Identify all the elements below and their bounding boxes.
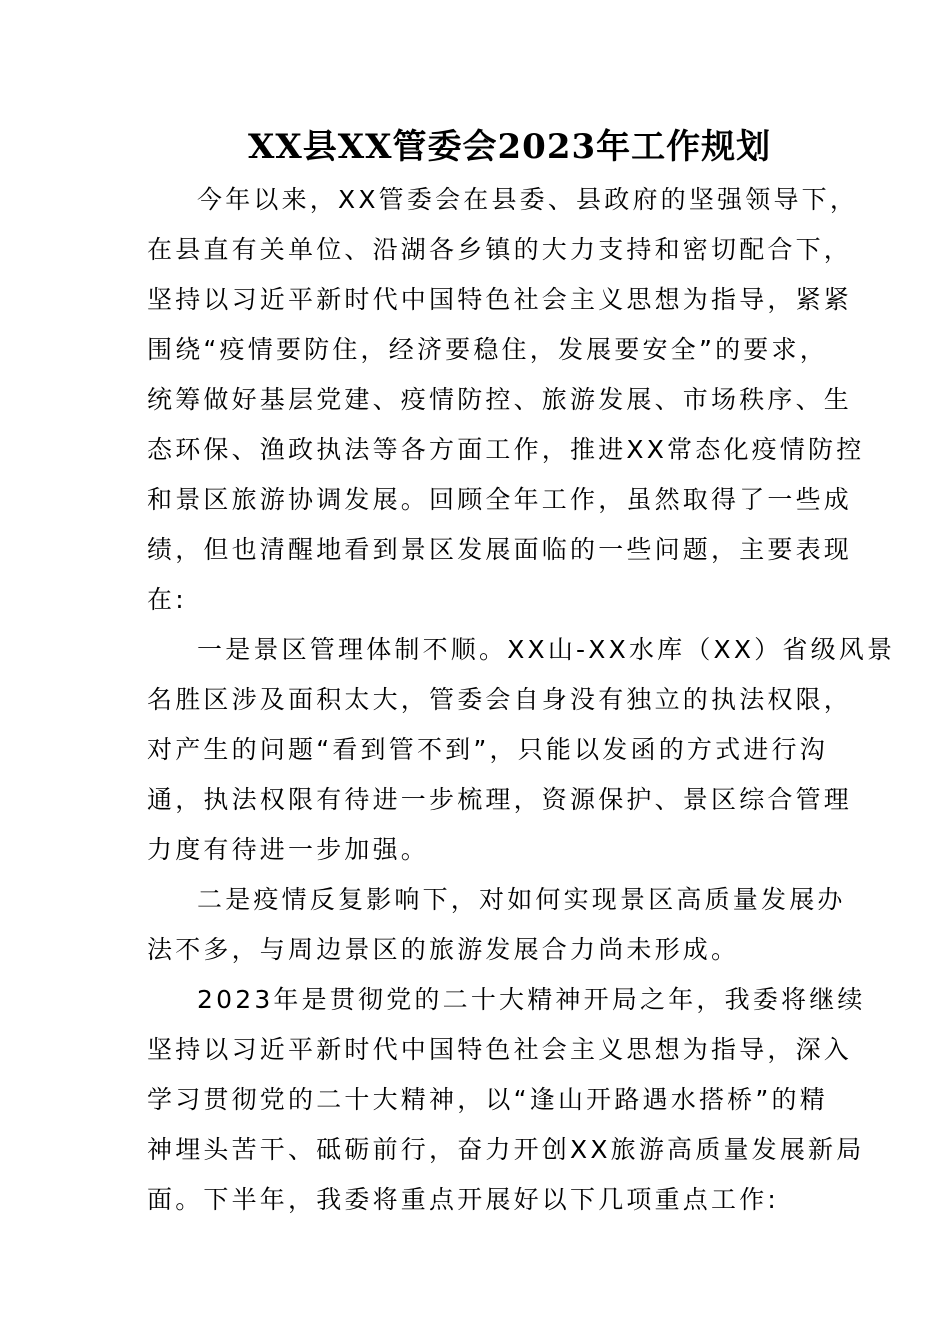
paragraph-line: 态环保、渔政执法等各方面工作，推进XX常态化疫情防控 (147, 435, 865, 464)
document-title: XX县XX管委会2023年工作规划 (248, 127, 772, 167)
paragraph-line: 绩，但也清醒地看到景区发展面临的一些问题，主要表现 (147, 535, 853, 564)
document-body (147, 175, 896, 1225)
paragraph-line: 2023年是贯彻党的二十大精神开局之年，我委将继续 (197, 985, 866, 1014)
paragraph (147, 175, 865, 625)
paragraph-line: 名胜区涉及面积太大，管委会自身没有独立的执法权限， (147, 685, 853, 714)
paragraph (147, 975, 866, 1225)
paragraph-line: 统筹做好基层党建、疫情防控、旅游发展、市场秩序、生 (147, 385, 853, 414)
paragraph-line: 面。下半年，我委将重点开展好以下几项重点工作: (147, 1185, 780, 1214)
paragraph-line: 通，执法权限有待进一步梳理，资源保护、景区综合管理 (147, 785, 853, 814)
paragraph-line: 二是疫情反复影响下，对如何实现景区高质量发展办 (197, 885, 846, 914)
paragraph-line: 今年以来，XX管委会在县委、县政府的坚强领导下， (197, 185, 859, 214)
paragraph-line: 在: (147, 585, 187, 614)
paragraph-line: 坚持以习近平新时代中国特色社会主义思想为指导，深入 (147, 1035, 853, 1064)
paragraph (147, 625, 896, 875)
paragraph-line: 力度有待进一步加强。 (147, 835, 430, 864)
paragraph-line: 神埋头苦干、砥砺前行，奋力开创XX旅游高质量发展新局 (147, 1135, 865, 1164)
paragraph-line: 学习贯彻党的二十大精神，以“逢山开路遇水搭桥”的精 (147, 1085, 828, 1114)
paragraph-line: 和景区旅游协调发展。回顾全年工作，虽然取得了一些成 (147, 485, 853, 514)
paragraph-line: 围绕“疫情要防住，经济要稳住，发展要安全”的要求， (147, 335, 828, 364)
paragraph-line: 一是景区管理体制不顺。XX山-XX水库（XX）省级风景 (197, 635, 896, 664)
paragraph-line: 在县直有关单位、沿湖各乡镇的大力支持和密切配合下， (147, 235, 853, 264)
paragraph-line: 坚持以习近平新时代中国特色社会主义思想为指导，紧紧 (147, 285, 853, 314)
paragraph-line: 法不多，与周边景区的旅游发展合力尚未形成。 (147, 935, 740, 964)
paragraph (147, 875, 846, 975)
paragraph-line: 对产生的问题“看到管不到”，只能以发函的方式进行沟 (147, 735, 828, 764)
